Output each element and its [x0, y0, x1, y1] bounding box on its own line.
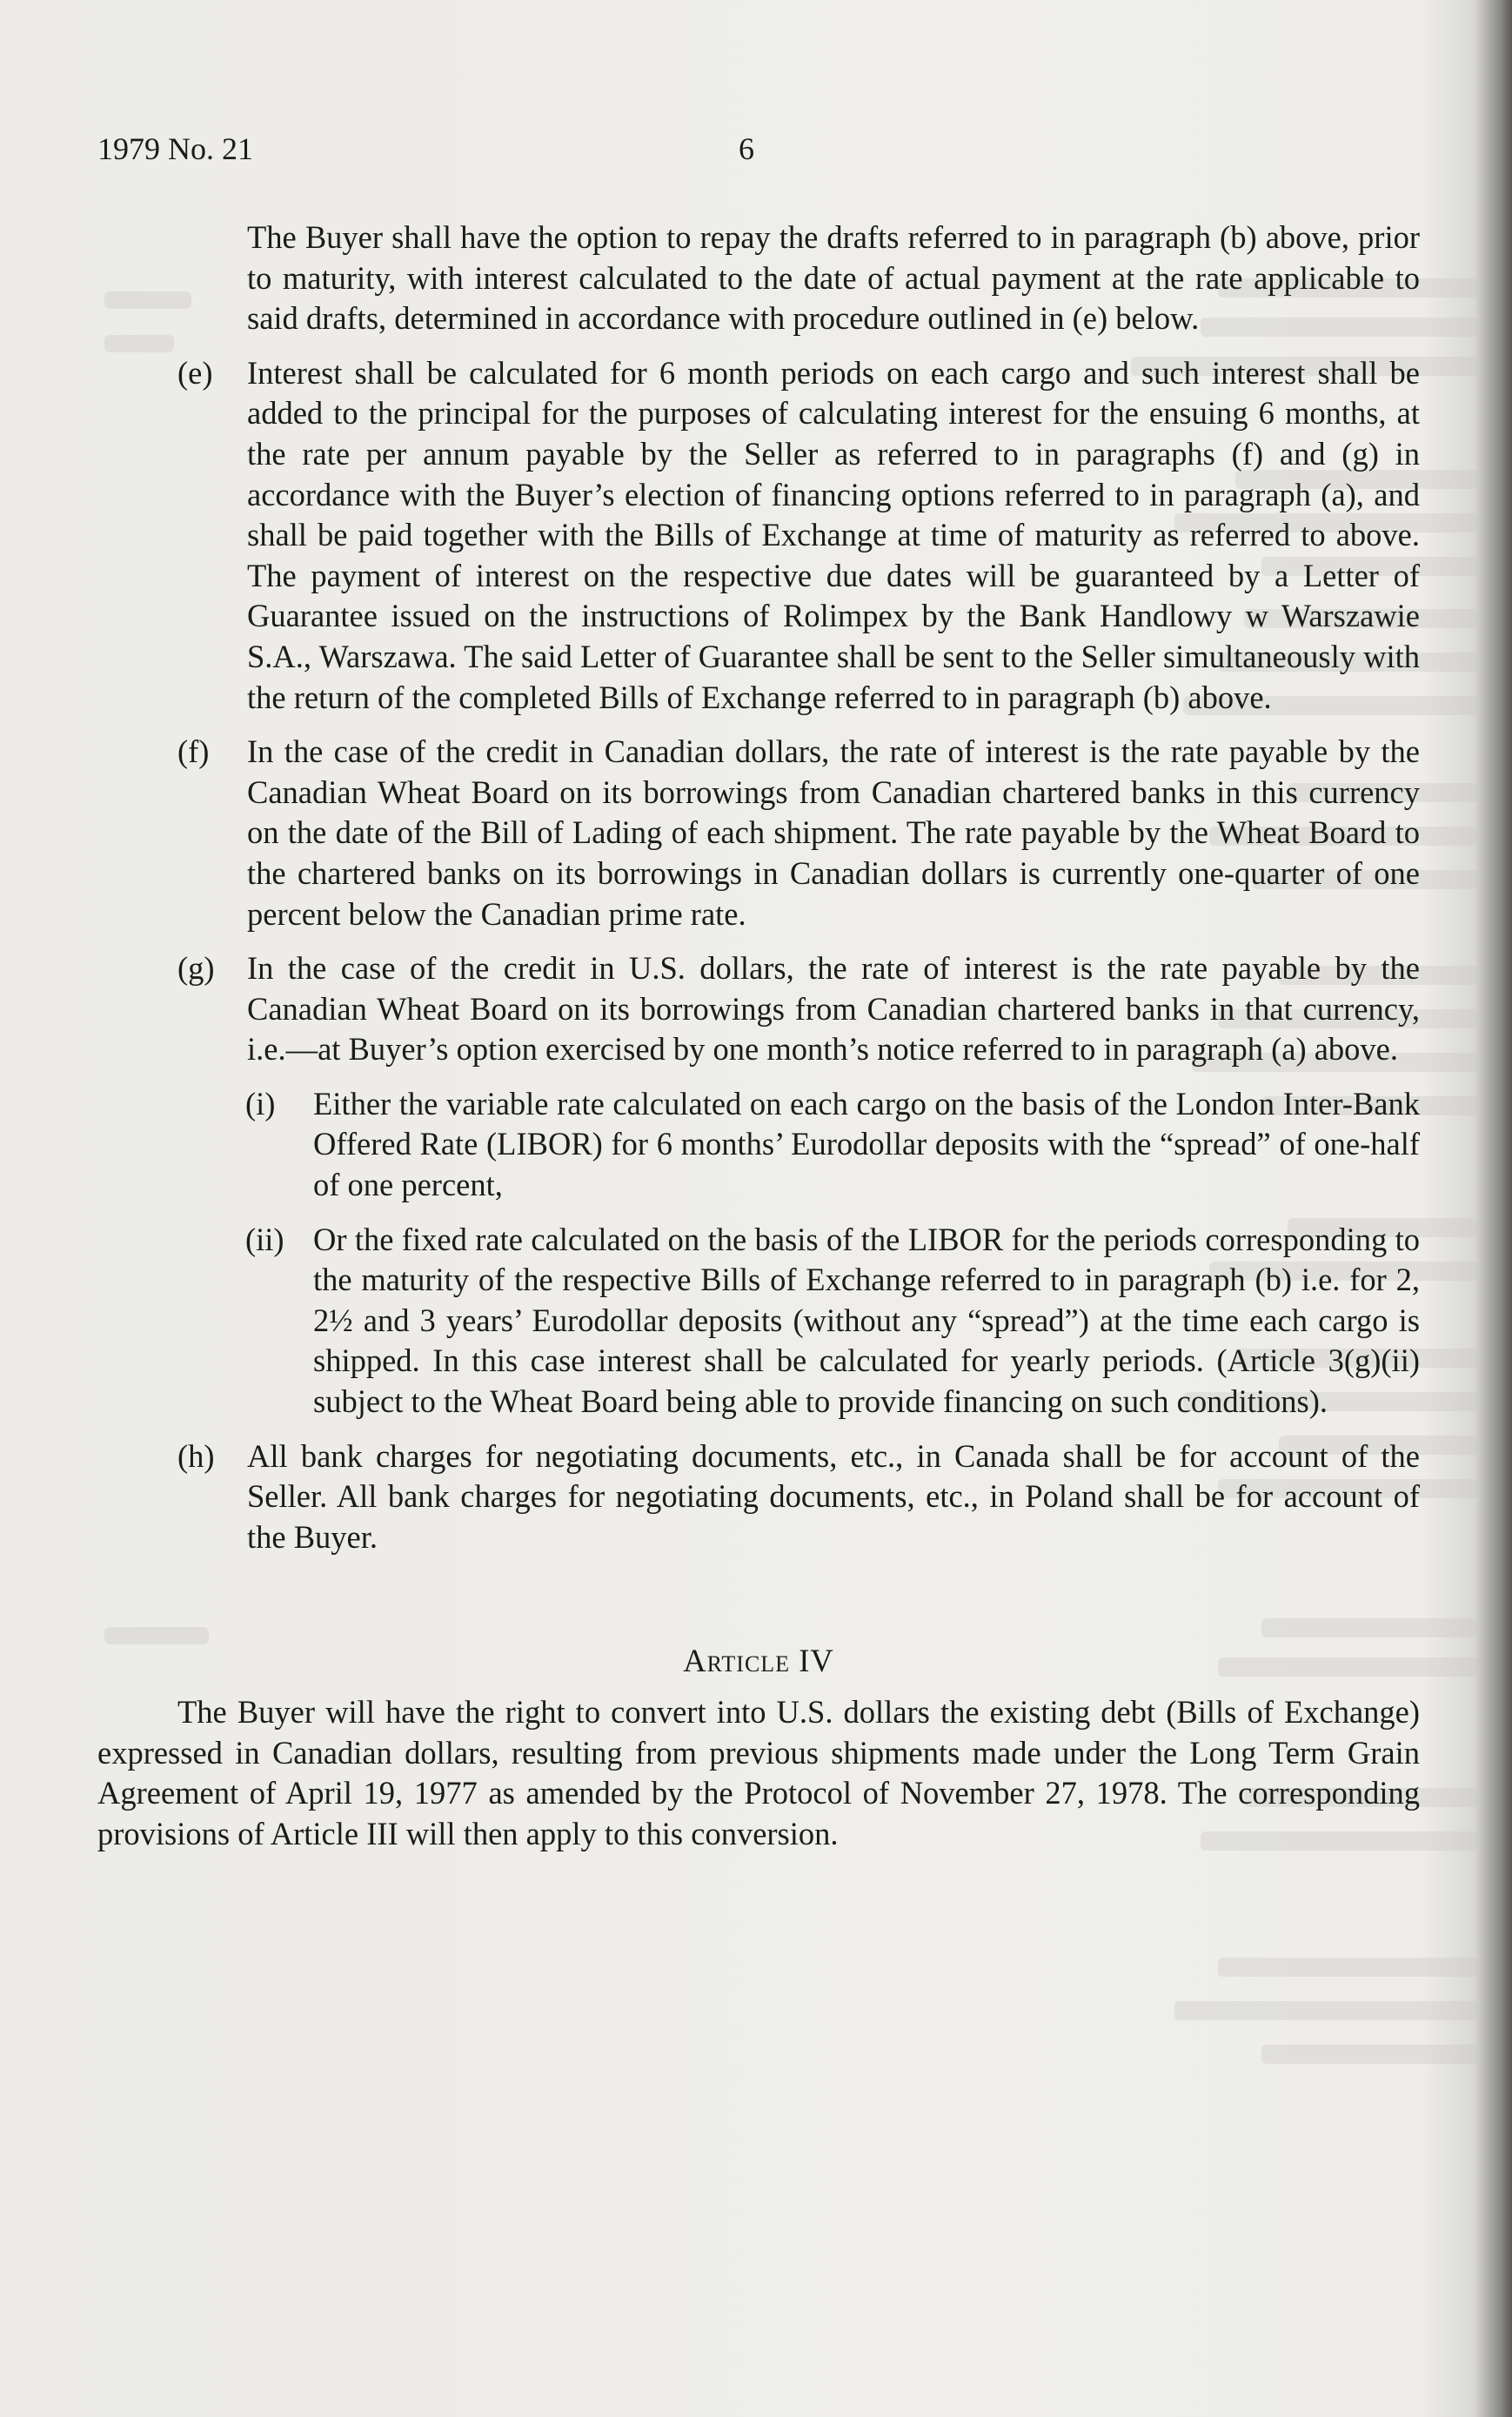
page-number: 6 [739, 131, 754, 166]
article-heading: Article IV [683, 1643, 834, 1679]
subparagraph-ii [97, 1220, 1420, 1423]
document-reference: 1979 No. 21 [97, 131, 253, 166]
paragraph-h [97, 1436, 1420, 1558]
subparagraph-label: (ii) [245, 1221, 284, 1257]
paragraph-f [97, 732, 1420, 934]
paragraph-label: (e) [177, 354, 213, 391]
paragraph-label: (f) [177, 733, 210, 770]
paragraph-text: All bank charges for negotiating documents, etc., in Canada shall be for account of the Seller. All bank charges for negotiating documents, etc., in Poland shall be for account of the Buyer. [247, 1437, 1420, 1555]
subparagraph-text: Either the variable rate calculated on each cargo on the basis of the London Inter-Bank Offered Rate (LIBOR) for 6 months’ Eurodollar deposits with the “spread” of one-half of one percent, [313, 1085, 1420, 1203]
document-body [97, 218, 1420, 1854]
paragraph-text: In the case of the credit in Canadian dollars, the rate of interest is the rate payable by the Canadian Wheat Board on its borrowings from Canadian chartered banks in this currency on the date of the Bill of Lading of each shipment. The rate payable by the Wheat Board to the chartered banks on its borrowings in Canadian dollars is currently one-quarter of one percent below the Canadian prime rate. [247, 733, 1420, 932]
subparagraph-text: Or the fixed rate calculated on the basis of the LIBOR for the periods corresponding to the maturity of the respective Bills of Exchange referred to in paragraph (b) i.e. for 2, 2½ and 3 years’ Eurodollar deposits (without any “spread”) at the time each cargo is shipped. In this case interest shall be calculated for yearly periods. (Article 3(g)(ii) subject to the Wheat Board being able to provide financing on such conditions). [313, 1221, 1420, 1420]
article-paragraph: The Buyer will have the right to convert into U.S. dollars the existing debt (Bills of Exchange) expressed in Canadian dollars, resulting from previous shipments made under the Long Term Grain Agreement of April 19, 1977 as amended by the Protocol of November 27, 1978. The corresponding provisions of Article III will then apply to this conversion. [97, 1694, 1420, 1851]
paragraph-e [97, 353, 1420, 718]
paragraph-text: In the case of the credit in U.S. dollars, the rate of interest is the rate payable by the Canadian Wheat Board on its borrowings from Canadian chartered banks in that currency, i.e.—at Buyer’s option exercised by one month’s notice referred to in paragraph (a) above. [247, 950, 1420, 1068]
paragraph-g [97, 948, 1420, 1070]
subparagraph-label: (i) [245, 1085, 276, 1121]
paragraph-text: Interest shall be calculated for 6 month periods on each cargo and such interest shall be added to the principal for the purposes of calculating interest for the ensuing 6 months, at the rate per annum payable by the Seller as referred to in paragraphs (f) and (g) in accordance with the Buyer’s election of financing options referred to in paragraph (a), and shall be paid together with the Bills of Exchange at time of maturity as referred to above. The payment of interest on the respective due dates will be guaranteed by a Letter of Guarantee issued on the instructions of Rolimpex by the Bank Handlowy w Warszawie S.A., Warszawa. The said Letter of Guarantee shall be sent to the Seller simultaneously with the return of the completed Bills of Exchange referred to in paragraph (b) above. [247, 354, 1420, 715]
paragraph-label: (h) [177, 1437, 215, 1474]
intro-paragraph: The Buyer shall have the option to repay the drafts referred to in paragraph (b) above, prior to maturity, with interest calculated to the date of actual payment at the rate applicable to said drafts, determined in accordance with procedure outlined in (e) below. [247, 219, 1420, 337]
page-header [97, 131, 1420, 174]
paragraph-label: (g) [177, 950, 215, 987]
subparagraph-i [97, 1084, 1420, 1206]
